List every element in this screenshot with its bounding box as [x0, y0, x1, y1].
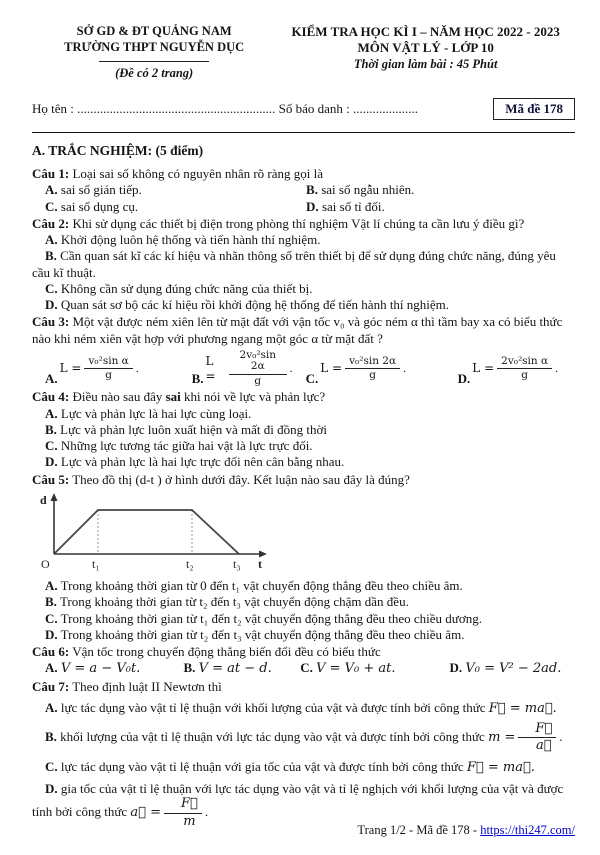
page-number: Trang 1/2 - Mã đề 178 -	[357, 823, 481, 838]
candidate-number-label: Số báo danh : ....................	[278, 100, 419, 116]
option-d[interactable]: D. Trong khoảng thời gian từ t₂ đến t₃ vật chuyển động thẳng đều theo chiều âm.	[45, 626, 465, 642]
question-5-stem: Câu 5: Theo đồ thị (d-t ) ở hình dưới đây. Kết luận nào sau đây là đúng?	[32, 471, 410, 487]
question-2-stem: Câu 2: Khi sử dụng các thiết bị điện trong phòng thí nghiệm Vật lí chúng ta cần lưu ý điều gì?	[32, 215, 525, 231]
option-a[interactable]: A. L = $\frac{\text{v₀²sin α}}{g}$ .	[45, 354, 139, 387]
question-3-stem: Câu 3: Một vật được ném xiên lên từ mặt đất với vận tốc v₀ và góc ném α thì tầm bay xa có biểu thức nào khi ném xiên vật hợp với phương ngang một góc α từ mặt đất ?	[32, 314, 563, 346]
option-c[interactable]: C. Không cần sử dụng đúng chức năng của thiết bị.	[45, 280, 313, 296]
exam-code-badge: Mã đề 178	[493, 98, 575, 120]
option-b[interactable]: B. L = $\frac{\text{2v₀²sin 2α}}{g}$ .	[191, 348, 293, 387]
graph-y-axis-label: d	[40, 492, 47, 507]
question-1	[32, 166, 575, 215]
question-6-label: Câu 6:	[32, 644, 70, 660]
fraction: $\frac{\text{2v₀²sin α}}{g}$	[497, 356, 552, 382]
question-7-stem: Câu 7: Theo định luật II Newtơn thì	[32, 678, 222, 694]
graph-t1-label: t₁	[92, 556, 100, 571]
option-d[interactable]: D. gia tốc của vật tỉ lệ thuận với lực tác dụng vào vật và tỉ lệ nghịch với khối lượng của vật và được tính bởi công thức a⃗ = $\frac{F⃗}{m}$ .	[32, 780, 564, 829]
option-b[interactable]: B. Cần quan sát kĩ các kí hiệu và nhãn thông số trên thiết bị để sử dụng đúng chức năng, đúng yêu cầu kĩ thuật.	[32, 248, 556, 280]
graph-t2-label: t₂	[186, 556, 194, 571]
option-b[interactable]: B. Lực và phản lực luôn xuất hiện và mất đi đồng thời	[45, 421, 327, 437]
option-a[interactable]: A. lực tác dụng vào vật tỉ lệ thuận với khối lượng của vật và được tính bởi công thức F⃗ = ma⃗.	[45, 699, 557, 716]
section-title: A. TRẮC NGHIỆM: (5 điểm)	[32, 143, 204, 159]
student-info-line	[32, 101, 493, 117]
info-row	[32, 98, 575, 120]
question-7	[32, 679, 575, 829]
option-b[interactable]: B. sai số ngẫu nhiên.	[306, 182, 415, 198]
question-1-label: Câu 1:	[32, 166, 70, 181]
question-1-stem: Câu 1: Loại sai số không có nguyên nhân rõ ràng gọi là	[32, 166, 324, 181]
question-4-stem: Câu 4: Điều nào sau đây sai khi nói về lực và phản lực?	[32, 389, 326, 405]
graph-t3-label: t₃	[233, 556, 241, 571]
question-6	[32, 644, 575, 678]
name-field-label: Họ tên : .............................................................	[32, 100, 276, 116]
option-c[interactable]: C. L = $\frac{\text{v₀²sin 2α}}{g}$ .	[305, 354, 407, 387]
question-5-label: Câu 5:	[32, 471, 70, 487]
option-d[interactable]: D. Quan sát sơ bộ các kí hiệu rồi khởi động hệ thống để tiến hành thí nghiệm.	[45, 297, 450, 312]
header-divider	[99, 61, 209, 62]
question-4-label: Câu 4:	[32, 389, 70, 405]
question-6-options	[32, 660, 575, 677]
question-2-label: Câu 2:	[32, 215, 70, 231]
option-c[interactable]: C. sai số dụng cụ.	[45, 198, 139, 214]
question-4	[32, 389, 575, 470]
question-3-label: Câu 3:	[32, 314, 70, 330]
fraction: $\frac{F⃗}{m}$	[164, 797, 202, 829]
question-2	[32, 216, 575, 314]
option-d[interactable]: D. L = $\frac{\text{2v₀²sin α}}{g}$ .	[457, 354, 559, 387]
department-name: SỞ GD & ĐT QUẢNG NAM	[76, 24, 232, 38]
option-d[interactable]: D. V₀ = V² − 2ad.	[449, 660, 562, 677]
option-a[interactable]: A. Khởi động luôn hệ thống và tiến hành thí nghiệm.	[45, 232, 321, 247]
option-c[interactable]: C. lực tác dụng vào vật tỉ lệ thuận với gia tốc của vật và được tính bởi công thức F⃗ = ma⃗.	[45, 758, 535, 775]
option-d[interactable]: D. Lực và phản lực là hai lực trực đối nên cân bằng nhau.	[45, 454, 345, 470]
fraction: $\frac{\text{v₀²sin α}}{g}$	[84, 356, 132, 382]
exam-title: KIỂM TRA HỌC KÌ I – NĂM HỌC 2022 - 2023	[291, 24, 560, 39]
fraction: $\frac{F⃗}{a⃗}$	[518, 722, 556, 754]
emphasized-word: sai	[165, 389, 181, 405]
option-d[interactable]: D. sai số tỉ đối.	[306, 198, 385, 214]
graph-origin-label: O	[41, 556, 50, 571]
header-school-block	[32, 24, 276, 82]
question-3-options	[32, 350, 575, 388]
header-exam-block	[276, 24, 575, 82]
option-a[interactable]: A. V = a − V₀t.	[45, 660, 141, 677]
option-a[interactable]: A. Trong khoảng thời gian từ 0 đến t₁ vật chuyển động thẳng đều theo chiều âm.	[45, 578, 463, 594]
option-a[interactable]: A. Lực và phản lực là hai lực cùng loại.	[45, 405, 252, 421]
option-c[interactable]: C. Trong khoảng thời gian từ t₁ đến t₂ vật chuyển động thẳng đều theo chiều dương.	[45, 610, 482, 626]
header	[32, 24, 575, 82]
option-b[interactable]: B. Trong khoảng thời gian từ t₂ đến t₃ vật chuyển động chậm dần đều.	[45, 594, 409, 610]
page-footer	[357, 823, 575, 839]
question-3	[32, 314, 575, 387]
fraction: $\frac{\text{2v₀²sin 2α}}{g}$	[229, 350, 287, 388]
option-a[interactable]: A. sai số gián tiếp.	[45, 182, 142, 198]
exam-subject: MÔN VẬT LÝ - LỚP 10	[357, 40, 494, 56]
option-b[interactable]: B. V = at − d.	[183, 660, 272, 677]
school-name: TRƯỜNG THPT NGUYỄN DỤC	[64, 39, 245, 54]
question-6-stem: Câu 6: Vận tốc trong chuyển động thẳng biến đổi đều có biểu thức	[32, 644, 381, 660]
footer-link[interactable]: https://thi247.com/	[480, 823, 575, 838]
graph-x-axis-label: t	[258, 556, 262, 571]
header-separator	[32, 132, 575, 133]
question-7-label: Câu 7:	[32, 678, 70, 694]
exam-duration: Thời gian làm bài : 45 Phút	[353, 56, 498, 71]
option-c[interactable]: C. Những lực tương tác giữa hai vật là lực trực đối.	[45, 438, 313, 454]
page-count-note: (Đề có 2 trang)	[115, 66, 194, 81]
option-b[interactable]: B. khối lượng của vật tỉ lệ thuận với lực tác dụng vào vật và được tính bởi công thức m = $\frac{F⃗}{a⃗}$ .	[45, 721, 563, 754]
fraction: $\frac{\text{v₀²sin 2α}}{g}$	[345, 356, 400, 382]
question-1-options	[32, 182, 575, 215]
question-5	[32, 472, 575, 644]
option-c[interactable]: C. V = V₀ + at.	[300, 660, 396, 677]
distance-time-graph	[38, 490, 278, 574]
